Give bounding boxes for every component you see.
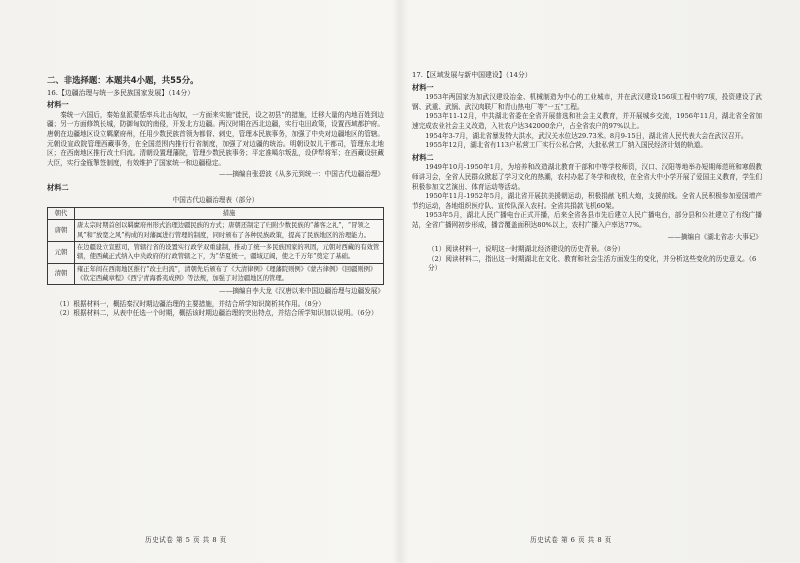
table-header-era: 朝代 [48, 208, 75, 220]
material-1-text: 秦统一六国后，秦始皇派蒙恬率兵北击匈奴，一方面来实施“徙民，设之初县”的措施，迁移大量的内地百姓到边疆；另一方面修筑长城，防御匈奴的南侵，开发北方边疆。两汉时期在西北边疆，实行屯田政策，设置西域都护府。唐朝在边疆地区设立羁縻府州，任用少数民族首领为都督、刺史，管理本民族事务，加强了中央对边疆地区的管辖。元朝设宣政院管理西藏事务，在全国范围内推行行省制度，加强了对边疆的统治。明朝设奴儿干都司，管理东北地区；在西南地区推行改土归流。清朝设置理藩院，管理少数民族事务；平定准噶尔叛乱，设伊犁将军；在西藏设驻藏大臣，实行金瓶掣签制度，有效维护了国家统一和边疆稳定。 [47, 110, 384, 167]
page-footer-left: 历史试卷 第 5 页 共 8 页 [145, 536, 227, 544]
governance-table [47, 207, 384, 285]
section-title: 二、非选择题：本题共4小题，共55分。 [47, 75, 199, 85]
table-cell-era: 唐朝 [48, 220, 75, 242]
question-16-title: 16.【边疆治理与统一多民族国家发展】（14分） [47, 88, 195, 97]
material-2-source: ——摘编自《湖北省志·大事记》 [667, 232, 762, 241]
table-cell-measures: 雍正年间在西南地区推行“改土归流”，清朝先后颁布了《大清律例》《理藩院则例》《蒙古律例》《回疆则例》《钦定西藏章程》《西宁青海番夷成例》等法规，加强了对边疆地区的管理。 [75, 263, 384, 285]
left-page [47, 70, 384, 319]
material-2-source: ——摘编自李大龙《汉唐以来中国边疆治理与边疆发展》 [219, 287, 384, 296]
table-row [48, 263, 384, 285]
table-row [48, 242, 384, 264]
material-1-paragraph: 1954年3-7月，湖北省暴发特大洪水，武汉关水位达29.73米。8月9-15日，湖北省人民代表大会在武汉召开。 [425, 131, 748, 140]
table-cell-measures: 在边疆设立宣慰司，管辖行省的设置实行政学双重建制，推动了统一多民族国家的巩固，元朝对西藏的有效管辖，使西藏正式纳入中央政府的行政管辖之下，为“华夏统一，疆域辽阔，使之千万年”奠定了基础。 [75, 242, 384, 264]
table-caption: 中国古代边疆治理表（部分） [172, 195, 259, 204]
material-2-label: 材料二 [47, 182, 69, 192]
table-header-measures: 措施 [75, 208, 384, 220]
right-page [412, 70, 762, 274]
material-1-label: 材料一 [47, 100, 69, 110]
table-header-row [48, 208, 384, 220]
material-1-paragraph: 1955年12月，湖北省有113户私营工厂实行公私合营，大批私营工厂纳入国民经济计划的轨道。 [425, 141, 707, 150]
material-1-source: ——摘编自张碧波《从多元到统一：中国古代边疆治理》 [219, 170, 384, 179]
material-2-paragraph: 1950年11月-1952年5月，湖北省开展抗美援朝运动，积极捐献飞机大炮，支援前线。全省人民积极参加爱国增产节约运动，各地组织医疗队、宣传队深入农村。全省共捐款飞机60架。 [412, 192, 762, 210]
table-cell-era: 清朝 [48, 263, 75, 285]
question-16-part-2: （2）根据材料二，从表中任选一个时期，概括该时期边疆治理的突出特点，并结合所学知识加以说明。（6分） [56, 309, 378, 318]
material-1-paragraph: 1953年11-12月，中共湖北省委在全省开展普选和社会主义教育，并开展城乡交流，1956年11月，湖北省全省加速完成农业社会主义改造，入社农户达342000余户，占全省农户的97%以上。 [412, 112, 762, 130]
question-17-part-2: （2）阅读材料二，指出这一时期湖北在文化、教育和社会生活方面发生的变化，并分析这些变化的历史意义。（6分） [428, 254, 757, 273]
material-2-paragraph: 1949年10月-1950年1月，为培养和改造湖北教育干部和中等学校师资，汉口、汉阳等地举办短期师范班和寒假教师讲习会，全省人民群众掀起了学习文化的热潮，农村办起了冬学和夜校，在全省大中小学开展了爱国主义教育，学生们积极参加文艺演出、体育运动等活动。 [412, 163, 762, 191]
question-17-part-1: （1）阅读材料一，说明这一时期湖北经济建设的历史背景。（8分） [428, 245, 625, 254]
material-2-label: 材料二 [412, 152, 434, 162]
table-cell-measures: 唐太宗时期首创以羁縻府州形式治理边疆民族的方式；唐朝还制定了归附少数民族的“蕃客之礼”，“冒领之风”和“放宽之风”构成的对藩属进行管理的制度，同时颁布了各种民族政策，提高了民族地区的治理能力。 [75, 220, 384, 242]
table-row [48, 220, 384, 242]
question-16-part-1: （1）根据材料一，概括秦汉时期边疆治理的主要措施，并结合所学知识简析其作用。（8分） [56, 299, 325, 308]
material-1-label: 材料一 [412, 82, 434, 92]
table-cell-era: 元朝 [48, 242, 75, 264]
page-footer-right: 历史试卷 第 6 页 共 8 页 [530, 536, 612, 544]
material-1-paragraph: 1953年两国家为加武汉建设冶金、机械制造为中心的工业城市，并在武汉建设156项工程中的7项，投资建设了武钢、武重、武锅、武汉肉联厂和青山热电厂等“一五”工程。 [412, 93, 762, 111]
question-17-title: 17.【区域发展与新中国建设】（14分） [412, 71, 532, 79]
material-2-paragraph: 1953年5月，湖北人民广播电台正式开播，后来全省各县市先后建立人民广播电台，部分县和公社建立了有线广播站，全省广播网初步形成，播音覆盖面积达80%以上，农村广播入户率达77%。 [412, 211, 762, 229]
